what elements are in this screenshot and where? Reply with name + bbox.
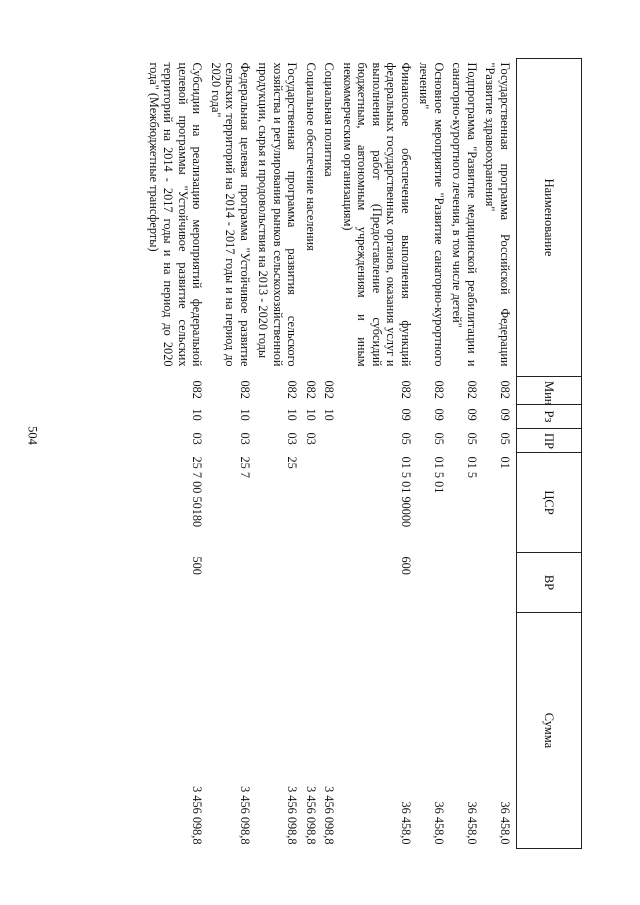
table-row	[481, 59, 517, 849]
row-name: Подпрограмма "Развитие медицинской реабилитации и санаторно-курортного лечения, в том числе детей"	[450, 62, 479, 367]
row-name: Федеральная целевая программа "Устойчивое развитие сельских территорий на 2014 - 2017 годы и на период до 2020 года"	[209, 62, 252, 367]
row-vr	[448, 553, 481, 613]
row-csr: 01 5 01	[432, 456, 446, 494]
row-rz: 10	[190, 408, 205, 421]
row-min: 082	[190, 380, 205, 399]
header-csr: ЦСР	[517, 453, 582, 553]
table-row	[254, 59, 302, 849]
rotated-page	[62, 58, 582, 848]
row-name: Основное мероприятие "Развитие санаторно-курортного лечения"	[417, 62, 446, 367]
row-vr	[320, 553, 339, 613]
row-csr	[302, 453, 321, 553]
row-rz: 10	[304, 408, 318, 421]
row-csr: 01 5 01 90000	[399, 456, 413, 528]
header-vr: ВР	[517, 553, 582, 613]
table-row	[320, 59, 339, 849]
row-rz: 10	[238, 408, 252, 421]
row-min: 082	[238, 380, 252, 399]
row-csr: 25 7 00 50180	[190, 456, 205, 528]
row-name: Субсидии на реализацию мероприятий федеральной целевой программы "Устойчивое развитие сельских территорий на 2014 - 2017 годы и на период до 2020 года" (Межбюджетные трансферты)	[147, 62, 205, 367]
header-sum: Сумма	[517, 613, 582, 849]
header-rz: Рз	[517, 405, 582, 429]
row-pr	[320, 429, 339, 453]
table-row	[448, 59, 481, 849]
row-sum: 36 458,0	[498, 801, 512, 845]
table-header-row	[517, 59, 582, 849]
header-pr: ПР	[517, 429, 582, 453]
row-name: Социальное обеспечение населения	[304, 62, 318, 251]
row-csr: 01 5	[465, 456, 479, 479]
row-name: Государственная программа Российской Федерации "Развитие здравоохранения"	[483, 62, 512, 367]
row-sum: 3 456 098,8	[190, 786, 205, 845]
row-min: 082	[304, 380, 318, 399]
row-pr: 05	[399, 432, 413, 445]
row-min: 082	[465, 380, 479, 399]
row-pr: 05	[498, 432, 512, 445]
row-rz: 09	[498, 408, 512, 421]
row-rz: 10	[322, 408, 337, 421]
row-sum: 36 458,0	[465, 801, 479, 845]
row-vr: 600	[399, 556, 413, 575]
row-min: 082	[498, 380, 512, 399]
row-csr	[320, 453, 339, 553]
row-rz: 10	[285, 408, 300, 421]
row-min: 082	[285, 380, 300, 399]
row-rz: 09	[399, 408, 413, 421]
table-row	[145, 59, 207, 849]
row-min: 082	[432, 380, 446, 399]
table-row	[302, 59, 321, 849]
row-rz: 09	[465, 408, 479, 421]
row-vr	[481, 553, 517, 613]
row-rz: 09	[432, 408, 446, 421]
row-pr: 03	[190, 432, 205, 445]
row-pr: 03	[304, 432, 318, 445]
row-vr	[207, 553, 255, 613]
row-sum: 3 456 098,8	[238, 786, 252, 845]
row-sum: 3 456 098,8	[285, 786, 300, 845]
row-name: Финансовое обеспечение выполнения функций федеральных государственных органов, оказания услуг и выполнения работ (Предоставление субсидий бюджетным, автономным учреждениям и иным некоммерческим организациям)	[341, 62, 413, 367]
row-pr: 05	[465, 432, 479, 445]
header-min: Мин	[517, 377, 582, 405]
budget-table	[145, 58, 583, 849]
row-csr: 25 7	[238, 456, 252, 479]
row-name: Социальная политика	[322, 62, 337, 177]
row-pr: 03	[238, 432, 252, 445]
row-pr: 05	[432, 432, 446, 445]
row-vr: 500	[190, 556, 205, 575]
row-vr	[415, 553, 448, 613]
row-sum: 36 458,0	[432, 801, 446, 845]
row-vr	[254, 553, 302, 613]
row-csr: 25	[285, 456, 300, 469]
row-sum: 3 456 098,8	[322, 786, 337, 845]
row-min: 082	[399, 380, 413, 399]
row-name: Государственная программа развития сельского хозяйства и регулирования рынков сельскохозяйственной продукции, сырья и продовольствия на 2013 - 2020 годы	[256, 62, 300, 367]
table-row	[339, 59, 416, 849]
row-sum: 36 458,0	[399, 801, 413, 845]
row-min: 082	[322, 380, 337, 399]
table-row	[207, 59, 255, 849]
row-vr	[302, 553, 321, 613]
header-name: Наименование	[517, 59, 582, 377]
row-pr: 03	[285, 432, 300, 445]
table-row	[415, 59, 448, 849]
row-sum: 3 456 098,8	[304, 786, 318, 845]
page-number: 504	[25, 426, 40, 445]
row-csr: 01	[498, 456, 512, 469]
